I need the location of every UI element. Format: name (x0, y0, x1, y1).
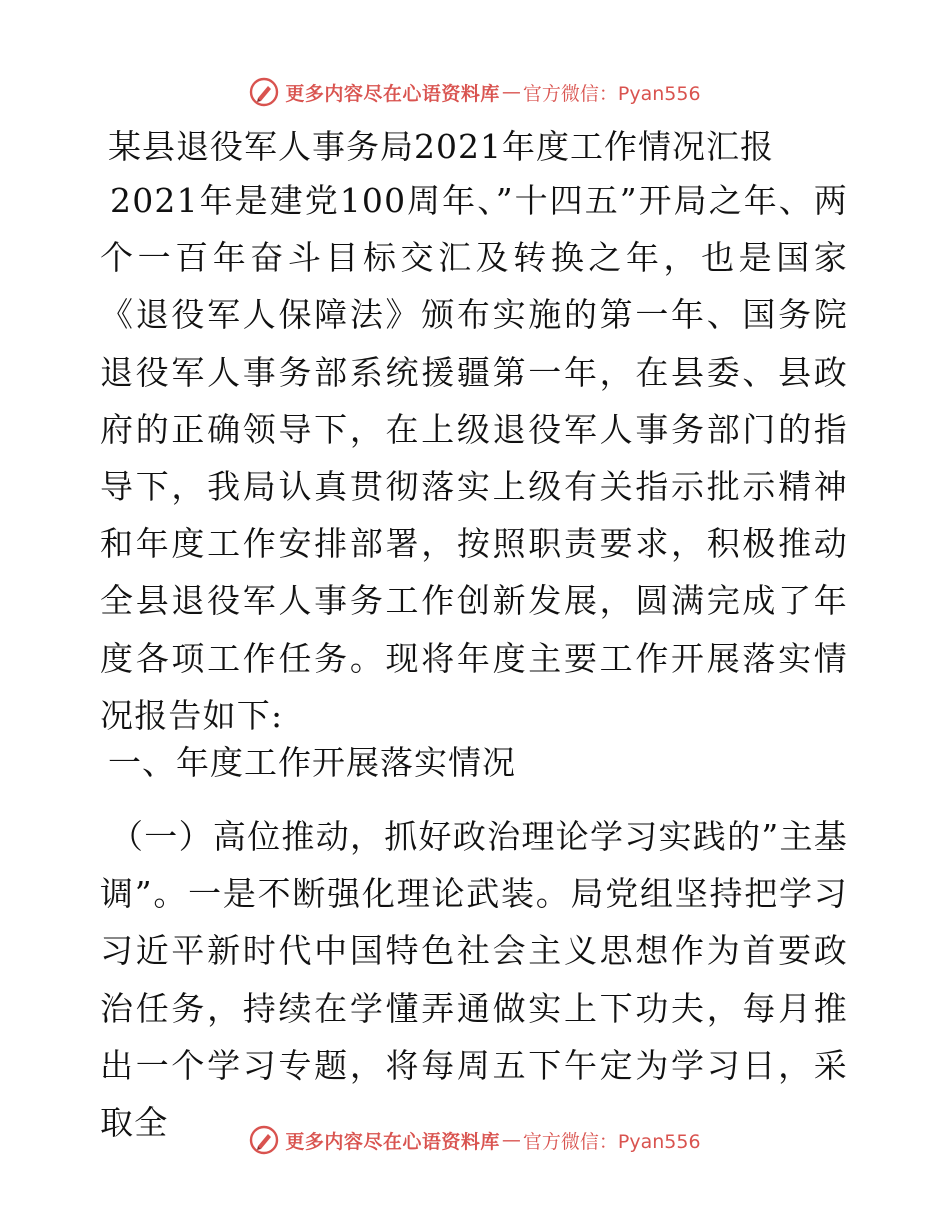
watermark-separator: — (501, 81, 521, 103)
watermark-promo-text: 更多内容尽在心语资料库 (285, 82, 500, 105)
document-title: 某县退役军人事务局2021年度工作情况汇报 (108, 127, 774, 166)
intro-paragraph: 2021年是建党100周年、”十四五”开局之年、两个一百年奋斗目标交汇及转换之年，也是国家《退役军人保障法》颁布实施的第一年、国务院退役军人事务部系统援疆第一年，在县委、县政府的正确领导下，在上级退役军人事务部门的指导下，我局认真贯彻落实上级有关指示批示精神和年度工作安排部署，按照职责要求，积极推动全县退役军人事务工作创新发展，圆满完成了年度各项工作任务。现将年度主要工作开展落实情况报告如下: (100, 181, 848, 735)
section-paragraph: （一）高位推动，抓好政治理论学习实践的”主基调”。一是不断强化理论武装。局党组坚持把学习习近平新时代中国特色社会主义思想作为首要政治任务，持续在学懂弄通做实上下功夫，每月推出一个学习专题，将每周五下午定为学习日，采取全 (100, 817, 848, 1143)
section-heading: 一、年度工作开展落实情况 (108, 743, 516, 782)
watermark-separator: — (501, 1129, 521, 1151)
watermark-banner-bottom (0, 1120, 950, 1160)
watermark-wechat-text: 官方微信：Pyan556 (522, 1130, 701, 1153)
pen-logo-icon (249, 1125, 279, 1155)
pen-logo-icon (249, 77, 279, 107)
watermark-banner-top (0, 72, 950, 112)
watermark-wechat-text: 官方微信：Pyan556 (522, 82, 701, 105)
watermark-promo-text: 更多内容尽在心语资料库 (285, 1130, 500, 1153)
